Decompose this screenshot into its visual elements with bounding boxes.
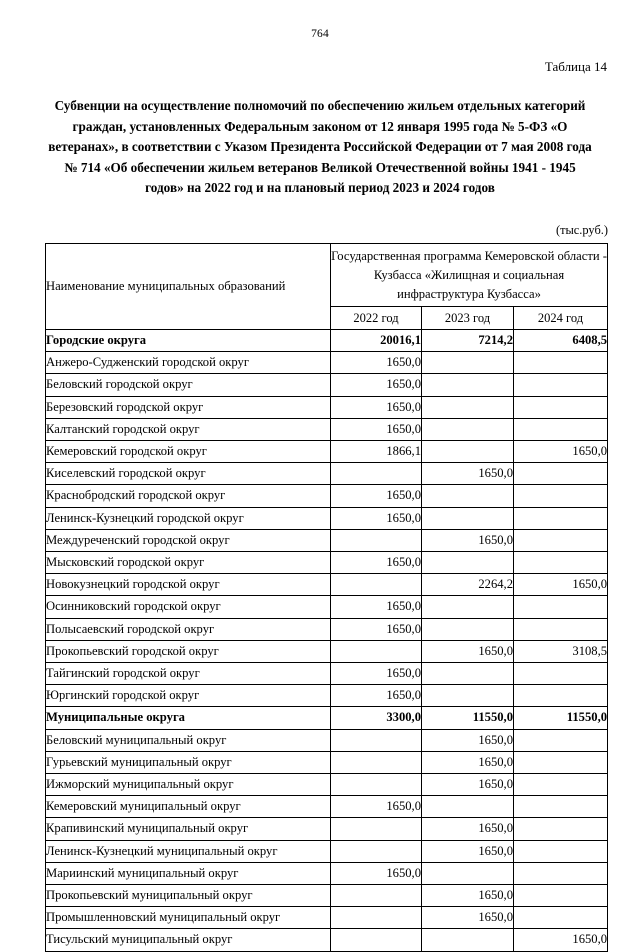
- row-value-2022: 1650,0: [331, 596, 422, 618]
- row-value-2024: [514, 663, 608, 685]
- row-value-2024: [514, 485, 608, 507]
- row-value-2023: 1650,0: [422, 640, 514, 662]
- row-value-2022: 1650,0: [331, 485, 422, 507]
- row-municipality-name: Киселевский городской округ: [46, 463, 331, 485]
- row-value-2022: 1650,0: [331, 685, 422, 707]
- table-row: [46, 640, 608, 662]
- row-value-2024: [514, 396, 608, 418]
- row-value-2024: [514, 418, 608, 440]
- table-row: [46, 507, 608, 529]
- column-header-municipality-name: Наименование муниципальных образований: [46, 244, 331, 330]
- row-municipality-name: Беловский муниципальный округ: [46, 729, 331, 751]
- row-value-2023: [422, 352, 514, 374]
- row-value-2022: [331, 818, 422, 840]
- row-value-2022: [331, 729, 422, 751]
- table-row: [46, 685, 608, 707]
- row-value-2023: [422, 796, 514, 818]
- table-row: [46, 618, 608, 640]
- row-value-2022: 1866,1: [331, 441, 422, 463]
- row-value-2024: [514, 885, 608, 907]
- row-municipality-name: Междуреченский городской округ: [46, 529, 331, 551]
- row-value-2022: [331, 907, 422, 929]
- row-value-2024: 11550,0: [514, 707, 608, 729]
- row-value-2023: 7214,2: [422, 330, 514, 352]
- row-group-label: Городские округа: [46, 330, 331, 352]
- row-value-2023: 1650,0: [422, 774, 514, 796]
- row-value-2024: 6408,5: [514, 330, 608, 352]
- table-row: [46, 396, 608, 418]
- row-municipality-name: Осинниковский городской округ: [46, 596, 331, 618]
- row-municipality-name: Тайгинский городской округ: [46, 663, 331, 685]
- table-label: Таблица 14: [544, 59, 607, 74]
- row-municipality-name: Кемеровский муниципальный округ: [46, 796, 331, 818]
- row-value-2022: [331, 929, 422, 951]
- table-row: [46, 574, 608, 596]
- row-value-2023: 1650,0: [422, 729, 514, 751]
- row-value-2023: 1650,0: [422, 463, 514, 485]
- row-value-2023: [422, 685, 514, 707]
- table-row: [46, 862, 608, 884]
- table-row: [46, 418, 608, 440]
- row-municipality-name: Анжеро-Судженский городской округ: [46, 352, 331, 374]
- row-value-2024: [514, 774, 608, 796]
- row-value-2022: 1650,0: [331, 374, 422, 396]
- budget-table: [45, 243, 608, 952]
- budget-table-container: [45, 243, 607, 952]
- table-row: [46, 729, 608, 751]
- row-value-2024: [514, 463, 608, 485]
- table-row: [46, 441, 608, 463]
- row-value-2022: [331, 529, 422, 551]
- row-value-2023: 11550,0: [422, 707, 514, 729]
- row-value-2023: [422, 596, 514, 618]
- row-value-2023: 1650,0: [422, 885, 514, 907]
- row-municipality-name: Гурьевский муниципальный округ: [46, 751, 331, 773]
- row-value-2023: [422, 618, 514, 640]
- row-value-2024: [514, 374, 608, 396]
- row-municipality-name: Калтанский городской округ: [46, 418, 331, 440]
- row-value-2022: [331, 774, 422, 796]
- table-row: [46, 352, 608, 374]
- row-value-2022: [331, 885, 422, 907]
- row-value-2023: [422, 507, 514, 529]
- row-value-2023: 2264,2: [422, 574, 514, 596]
- row-value-2023: [422, 485, 514, 507]
- row-municipality-name: Краснобродский городской округ: [46, 485, 331, 507]
- row-municipality-name: Ижморский муниципальный округ: [46, 774, 331, 796]
- row-value-2024: [514, 529, 608, 551]
- row-value-2024: [514, 907, 608, 929]
- row-municipality-name: Полысаевский городской округ: [46, 618, 331, 640]
- column-header-state-program: Государственная программа Кемеровской области - Кузбасса «Жилищная и социальная инфраструктура Кузбасса»: [331, 244, 608, 307]
- row-value-2024: 1650,0: [514, 929, 608, 951]
- table-row: [46, 774, 608, 796]
- row-municipality-name: Новокузнецкий городской округ: [46, 574, 331, 596]
- row-value-2024: [514, 618, 608, 640]
- row-value-2023: [422, 663, 514, 685]
- row-municipality-name: Юргинский городской округ: [46, 685, 331, 707]
- row-value-2024: [514, 729, 608, 751]
- table-row: [46, 374, 608, 396]
- table-row: [46, 907, 608, 929]
- row-value-2022: 1650,0: [331, 663, 422, 685]
- row-value-2022: [331, 463, 422, 485]
- row-value-2022: 1650,0: [331, 418, 422, 440]
- column-header-year-2023: 2023 год: [422, 307, 514, 330]
- row-value-2023: 1650,0: [422, 751, 514, 773]
- row-value-2024: [514, 840, 608, 862]
- table-row: [46, 751, 608, 773]
- row-value-2022: [331, 840, 422, 862]
- row-municipality-name: Промышленновский муниципальный округ: [46, 907, 331, 929]
- row-municipality-name: Прокопьевский городской округ: [46, 640, 331, 662]
- row-value-2022: 1650,0: [331, 796, 422, 818]
- table-row: [46, 818, 608, 840]
- document-title: Субвенции на осуществление полномочий по обеспечению жильем отдельных категорий граждан, установленных Федеральным законом от 12 января 1995 года № 5-ФЗ «О ветеранах», в соответствии с Указом Президента Российской Федерации от 7 мая 2008 года № 714 «Об обеспечении жильем ветеранов Великой Отечественной войны 1941 - 1945 годов» на 2022 год и на плановый период 2023 и 2024 годов: [48, 98, 592, 196]
- row-value-2023: 1650,0: [422, 529, 514, 551]
- row-value-2022: [331, 640, 422, 662]
- row-value-2022: 1650,0: [331, 618, 422, 640]
- row-value-2022: 20016,1: [331, 330, 422, 352]
- row-municipality-name: Кемеровский городской округ: [46, 441, 331, 463]
- row-value-2022: 1650,0: [331, 862, 422, 884]
- row-municipality-name: Тисульский муниципальный округ: [46, 929, 331, 951]
- table-head: [46, 244, 608, 330]
- table-row: [46, 463, 608, 485]
- row-municipality-name: Мариинский муниципальный округ: [46, 862, 331, 884]
- row-value-2024: [514, 862, 608, 884]
- row-municipality-name: Березовский городской округ: [46, 396, 331, 418]
- row-municipality-name: Прокопьевский муниципальный округ: [46, 885, 331, 907]
- row-value-2022: [331, 574, 422, 596]
- row-value-2023: [422, 929, 514, 951]
- table-row: [46, 330, 608, 352]
- table-row: [46, 663, 608, 685]
- column-header-year-2024: 2024 год: [514, 307, 608, 330]
- row-municipality-name: Крапивинский муниципальный округ: [46, 818, 331, 840]
- row-group-label: Муниципальные округа: [46, 707, 331, 729]
- table-row: [46, 552, 608, 574]
- row-municipality-name: Ленинск-Кузнецкий городской округ: [46, 507, 331, 529]
- row-value-2024: [514, 552, 608, 574]
- units-note: (тыс.руб.): [555, 223, 608, 237]
- row-value-2023: 1650,0: [422, 840, 514, 862]
- row-value-2024: 1650,0: [514, 441, 608, 463]
- row-municipality-name: Мысковский городской округ: [46, 552, 331, 574]
- row-value-2022: 1650,0: [331, 396, 422, 418]
- table-row: [46, 840, 608, 862]
- row-value-2022: [331, 751, 422, 773]
- row-value-2024: 3108,5: [514, 640, 608, 662]
- row-value-2023: [422, 396, 514, 418]
- row-value-2024: 1650,0: [514, 574, 608, 596]
- row-municipality-name: Беловский городской округ: [46, 374, 331, 396]
- row-value-2024: [514, 818, 608, 840]
- page-number: 764: [311, 28, 329, 40]
- row-value-2022: 1650,0: [331, 507, 422, 529]
- row-value-2022: 1650,0: [331, 552, 422, 574]
- row-municipality-name: Ленинск-Кузнецкий муниципальный округ: [46, 840, 331, 862]
- table-row: [46, 707, 608, 729]
- row-value-2024: [514, 751, 608, 773]
- row-value-2024: [514, 596, 608, 618]
- table-row: [46, 596, 608, 618]
- row-value-2023: [422, 441, 514, 463]
- table-row: [46, 529, 608, 551]
- table-body: [46, 330, 608, 952]
- column-header-year-2022: 2022 год: [331, 307, 422, 330]
- row-value-2023: [422, 552, 514, 574]
- row-value-2023: [422, 418, 514, 440]
- row-value-2024: [514, 796, 608, 818]
- table-row: [46, 485, 608, 507]
- row-value-2024: [514, 507, 608, 529]
- row-value-2022: 3300,0: [331, 707, 422, 729]
- row-value-2024: [514, 352, 608, 374]
- row-value-2023: [422, 862, 514, 884]
- row-value-2023: 1650,0: [422, 907, 514, 929]
- row-value-2022: 1650,0: [331, 352, 422, 374]
- table-header-row-top: [46, 244, 608, 307]
- table-row: [46, 929, 608, 951]
- row-value-2023: 1650,0: [422, 818, 514, 840]
- row-value-2023: [422, 374, 514, 396]
- table-row: [46, 796, 608, 818]
- row-value-2024: [514, 685, 608, 707]
- table-row: [46, 885, 608, 907]
